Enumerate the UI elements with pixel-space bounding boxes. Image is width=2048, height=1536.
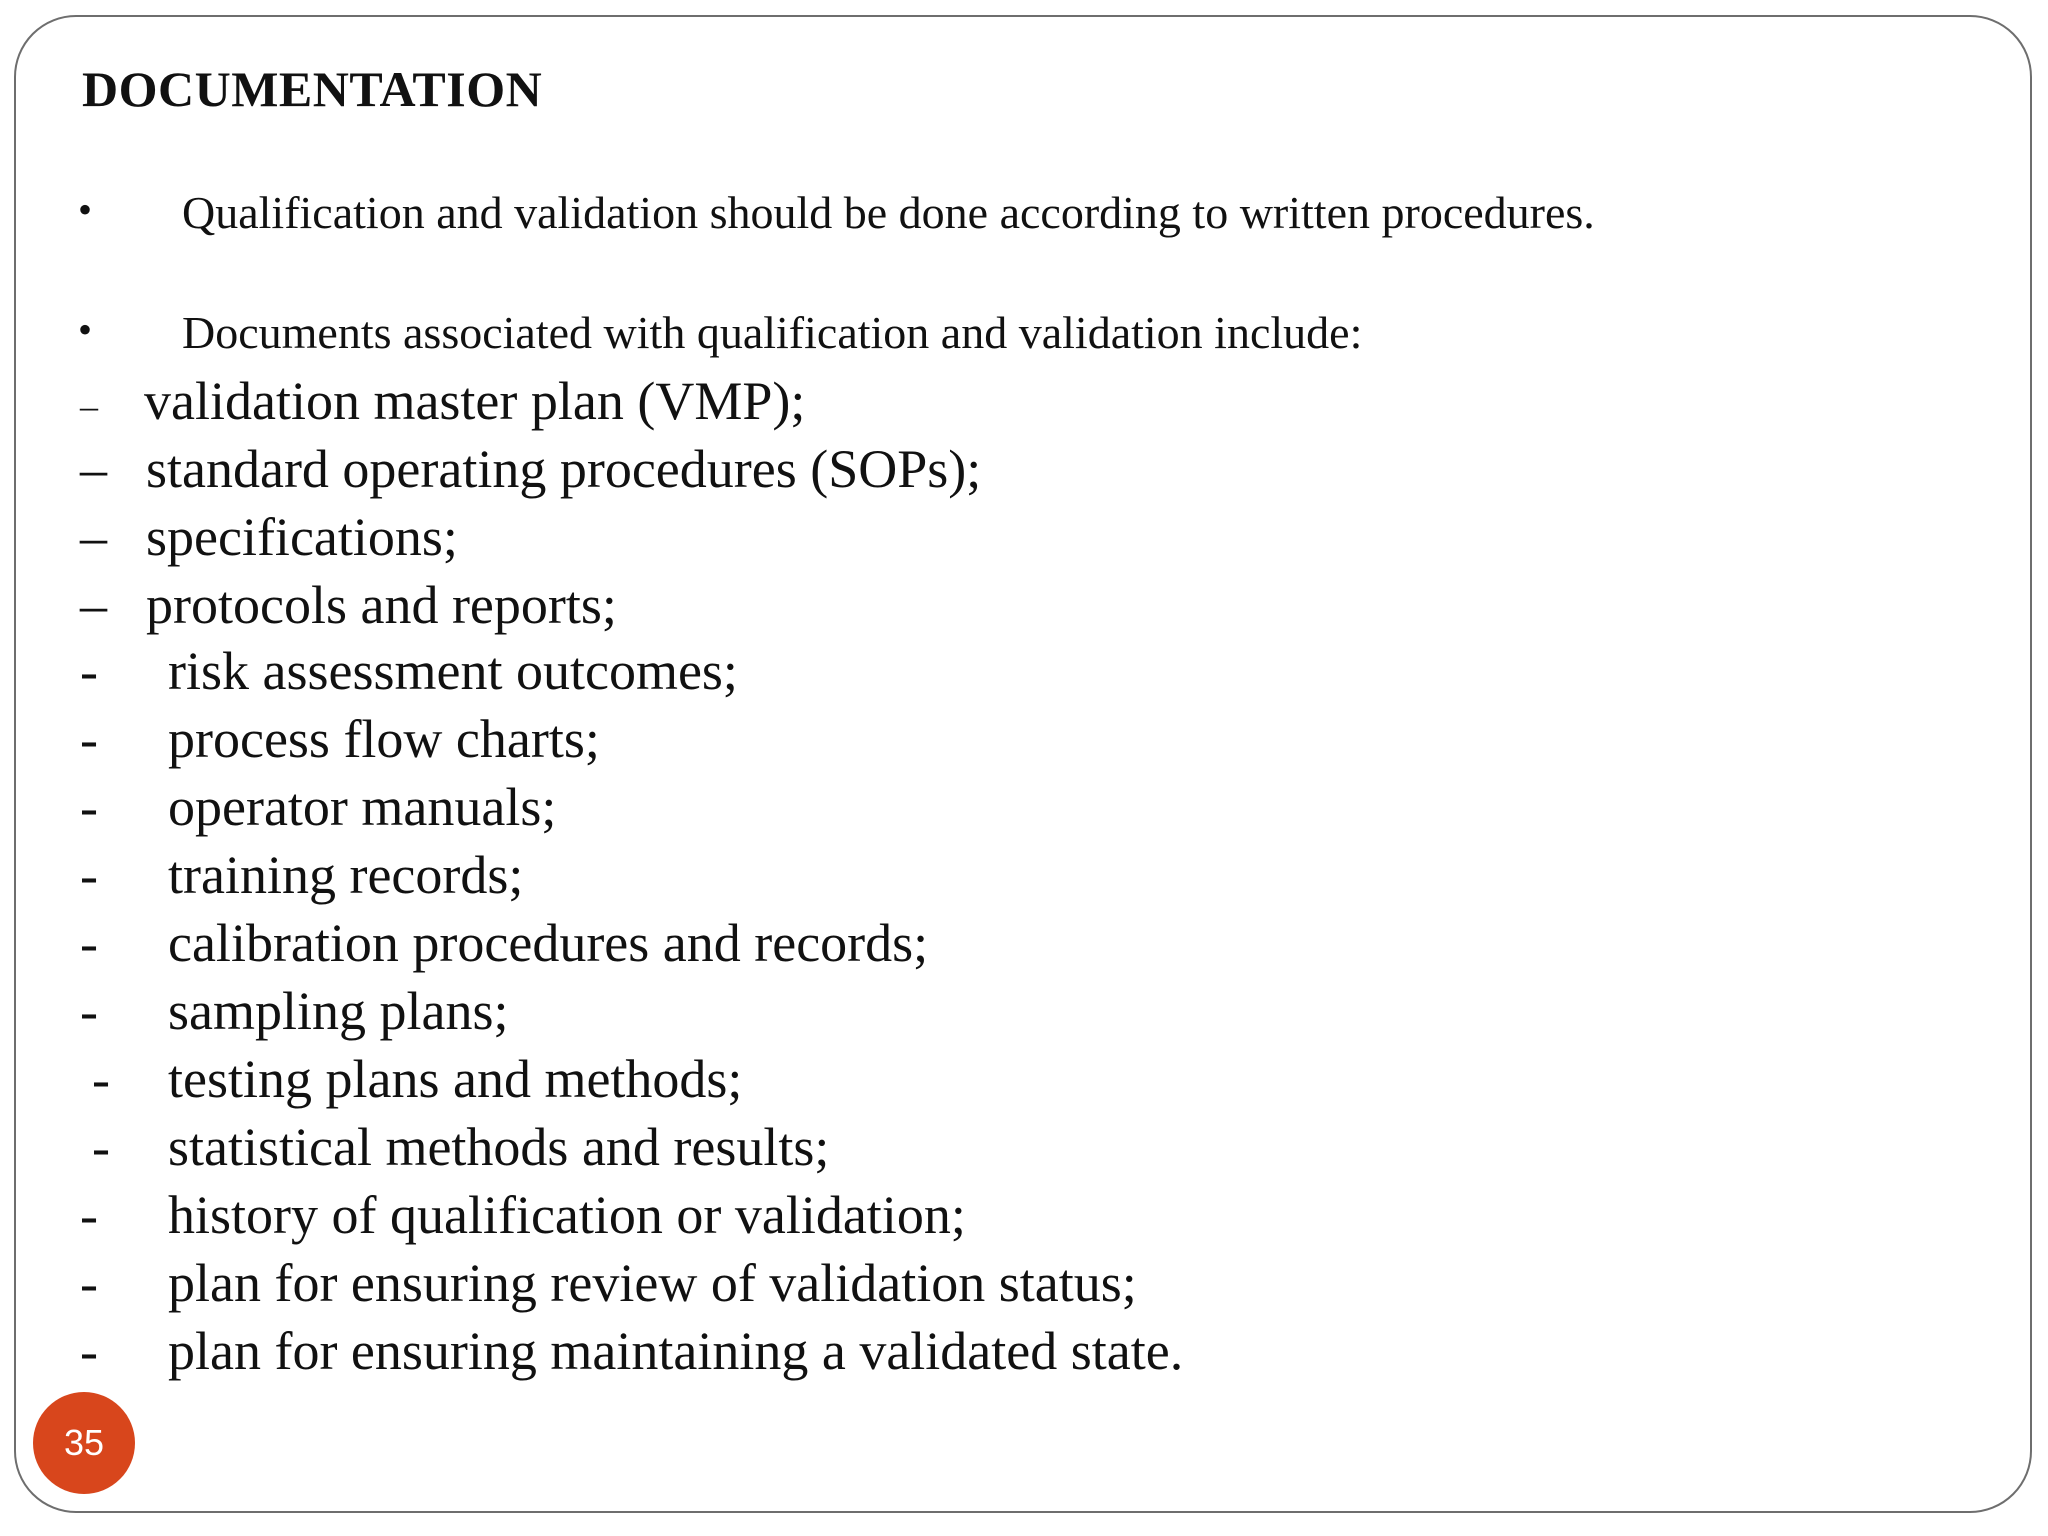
list-marker: - (80, 981, 98, 1041)
list-marker: - (80, 1321, 98, 1381)
list-marker: – (80, 439, 107, 499)
list-item-text: protocols and reports; (146, 575, 617, 635)
list-marker: - (80, 913, 98, 973)
list-item-text: testing plans and methods; (168, 1049, 743, 1109)
list-item-text: calibration procedures and records; (168, 913, 929, 973)
list-marker: - (80, 709, 98, 769)
list-item-text: process flow charts; (168, 709, 600, 769)
bullet-marker: • (78, 307, 93, 352)
list-marker: - (80, 1185, 98, 1245)
list-item-text: validation master plan (VMP); (144, 371, 806, 431)
list-item-text: plan for ensuring maintaining a validated state. (168, 1321, 1184, 1381)
list-item-text: plan for ensuring review of validation status; (168, 1253, 1137, 1313)
list-marker: - (80, 641, 98, 701)
bullet-marker: • (78, 187, 93, 232)
list-marker: - (80, 777, 98, 837)
list-marker: - (80, 845, 98, 905)
list-item-text: training records; (168, 845, 524, 905)
list-item-text: sampling plans; (168, 981, 509, 1041)
list-marker: - (92, 1117, 110, 1177)
list-item-text: history of qualification or validation; (168, 1185, 966, 1245)
list-item-text: standard operating procedures (SOPs); (146, 439, 982, 499)
bullet-text: Qualification and validation should be done according to written procedures. (182, 187, 1595, 238)
list-marker: – (80, 386, 98, 426)
list-marker: - (92, 1049, 110, 1109)
list-item-text: specifications; (146, 507, 458, 567)
list-marker: - (80, 1253, 98, 1313)
list-item-text: risk assessment outcomes; (168, 641, 738, 701)
list-item-text: statistical methods and results; (168, 1117, 830, 1177)
slide-title: DOCUMENTATION (82, 61, 543, 117)
bullet-text: Documents associated with qualification and validation include: (182, 307, 1363, 358)
list-item-text: operator manuals; (168, 777, 557, 837)
list-marker: – (80, 575, 107, 635)
list-marker: – (80, 507, 107, 567)
page-number-badge: 35 (33, 1392, 135, 1494)
